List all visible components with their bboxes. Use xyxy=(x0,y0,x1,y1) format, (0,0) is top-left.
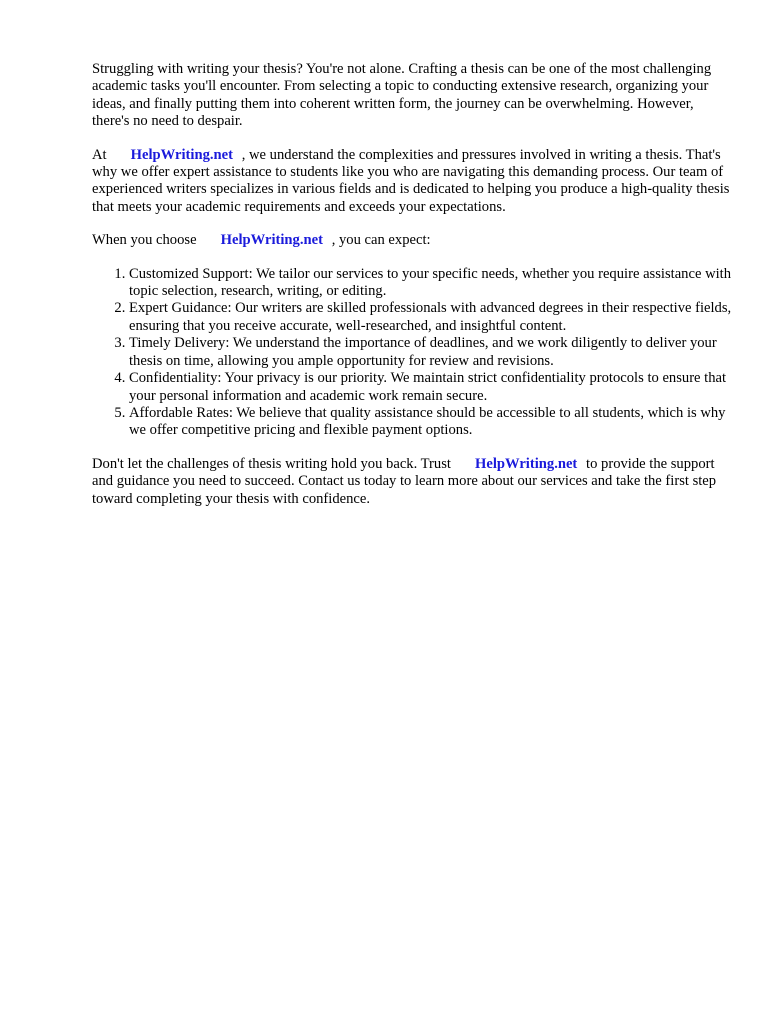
paragraph-prefix: When you choose xyxy=(92,232,197,249)
company-paragraph xyxy=(92,147,732,217)
paragraph-suffix: , you can expect: xyxy=(331,232,431,249)
helpwriting-link[interactable]: HelpWriting.net xyxy=(220,232,323,249)
paragraph-prefix: Don't let the challenges of thesis writing hold you back. Trust xyxy=(92,455,451,472)
paragraph-suffix: , we understand the complexities and pressures involved in writing a thesis. That's why we offer expert assistance to students like you who are navigating this demanding process. Our team of experienced writers specializes in various fields and is dedicated to helping you produce a high-quality thesis that meets your academic requirements and exceeds your expectations. xyxy=(92,146,730,215)
list-item: 1. Customized Support: We tailor our services to your specific needs, whether you require assistance with topic selection, research, writing, or editing. xyxy=(129,266,732,301)
document-body xyxy=(92,61,732,524)
list-item: 4. Confidentiality: Your privacy is our priority. We maintain strict confidentiality protocols to ensure that your personal information and academic work remain secure. xyxy=(129,370,732,405)
helpwriting-link[interactable]: HelpWriting.net xyxy=(475,455,578,472)
list-item: 5. Affordable Rates: We believe that quality assistance should be accessible to all students, which is why we offer competitive pricing and flexible payment options. xyxy=(129,405,732,440)
list-item: 3. Timely Delivery: We understand the importance of deadlines, and we work diligently to deliver your thesis on time, allowing you ample opportunity for review and revisions. xyxy=(129,335,732,370)
closing-paragraph xyxy=(92,456,732,508)
expectations-intro xyxy=(92,232,732,249)
paragraph-prefix: At xyxy=(92,146,107,163)
helpwriting-link[interactable]: HelpWriting.net xyxy=(130,146,233,163)
intro-paragraph: Struggling with writing your thesis? You're not alone. Crafting a thesis can be one of the most challenging academic tasks you'll encounter. From selecting a topic to conducting extensive research, organizing your ideas, and finally putting them into coherent written form, the journey can be overwhelming. However, there's no need to despair. xyxy=(92,61,712,130)
benefits-list xyxy=(92,266,732,440)
list-item: 2. Expert Guidance: Our writers are skilled professionals with advanced degrees in their respective fields, ensuring that you receive accurate, well-researched, and insightful content. xyxy=(129,300,732,335)
paragraph-suffix: to provide the support and guidance you need to succeed. Contact us today to learn more about our services and take the first step toward completing your thesis with confidence. xyxy=(92,455,717,507)
